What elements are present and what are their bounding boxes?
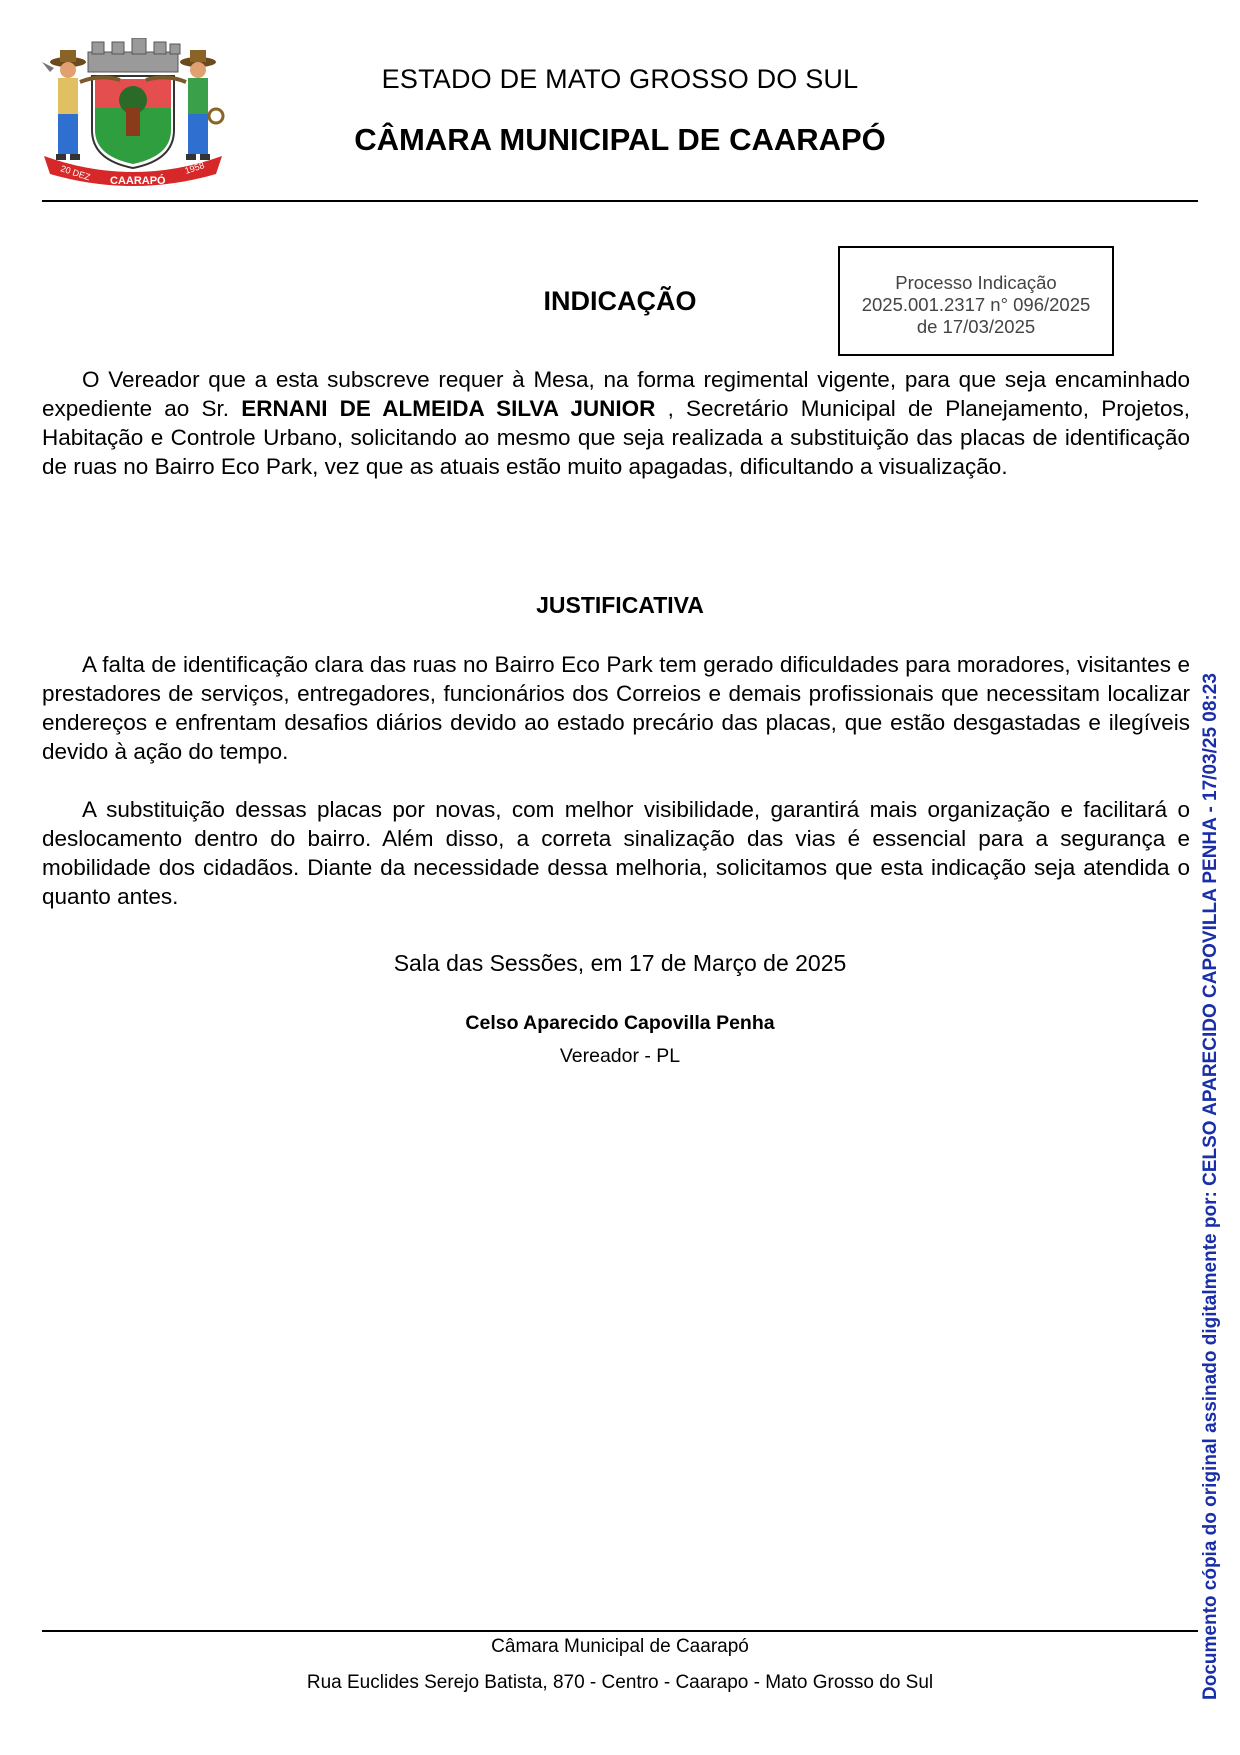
header-chamber: CÂMARA MUNICIPAL DE CAARAPÓ: [354, 122, 886, 157]
justificativa-paragraph-2: [42, 795, 1190, 911]
process-stamp: [838, 246, 1114, 356]
justificativa-paragraph-1: [42, 650, 1190, 766]
header-divider: [42, 200, 1198, 202]
indicacao-text-before: O Vereador que a esta subscreve requer à Mesa, na forma regimental vigente, para que seja encaminhado expediente ao Sr.: [42, 367, 1190, 421]
indicacao-title: INDICAÇÃO: [543, 286, 697, 316]
stamp-line-3: de 17/03/2025: [916, 316, 1036, 337]
footer-institution: Câmara Municipal de Caarapó: [491, 1636, 749, 1657]
ribbon-date: 20 DEZ: [59, 163, 92, 183]
justificativa-text-2: A substituição dessas placas por novas, com melhor visibilidade, garantirá mais organização e facilitará o deslocamento dentro do bairro. Além disso, a correta sinalização das vias é essencial para a segurança e mobilidade dos cidadãos. Diante da necessidade dessa melhoria, solicitamos que esta indicação seja atendida o quanto antes.: [42, 797, 1190, 909]
justificativa-title: JUSTIFICATIVA: [536, 592, 704, 618]
header-state: ESTADO DE MATO GROSSO DO SUL: [381, 64, 859, 94]
stamp-line-2: 2025.001.2317 n° 096/2025: [861, 294, 1091, 315]
indicacao-text-after: , Secretário Municipal de Planejamento, Projetos, Habitação e Controle Urbano, solicitando ao mesmo que seja realizada a substituição das placas de identificação de ruas no Bairro Eco Park, vez que as atuais estão muito apagadas, dificultando a visualização.: [42, 396, 1191, 479]
coat-of-arms-logo: [40, 38, 226, 188]
indicacao-paragraph: [42, 365, 1190, 481]
signer-name: Celso Aparecido Capovilla Penha: [465, 1012, 775, 1034]
indicacao-recipient: ERNANI DE ALMEIDA SILVA JUNIOR: [241, 396, 656, 421]
footer-address: Rua Euclides Serejo Batista, 870 - Centro - Caarapo - Mato Grosso do Sul: [306, 1672, 934, 1693]
ribbon-year: 1958: [183, 160, 206, 176]
digital-signature-note: Documento cópia do original assinado digitalmente por: CELSO APARECIDO CAPOVILLA PENHA - 17/03/25 08:23: [1200, 673, 1221, 1700]
signer-role: Vereador - PL: [559, 1045, 681, 1067]
justificativa-text-1: A falta de identificação clara das ruas no Bairro Eco Park tem gerado dificuldades para moradores, visitantes e prestadores de serviços, entregadores, funcionários dos Correios e demais profissionais que necessitam localizar endereços e enfrentam desafios diários devido ao estado precário das placas, que estão desgastadas e ilegíveis devido à ação do tempo.: [42, 652, 1190, 764]
stamp-line-1: Processo Indicação: [895, 272, 1057, 293]
ribbon-city: CAARAPÓ: [110, 175, 166, 187]
footer-divider: [42, 1630, 1198, 1632]
place-and-date: Sala das Sessões, em 17 de Março de 2025: [393, 950, 847, 976]
